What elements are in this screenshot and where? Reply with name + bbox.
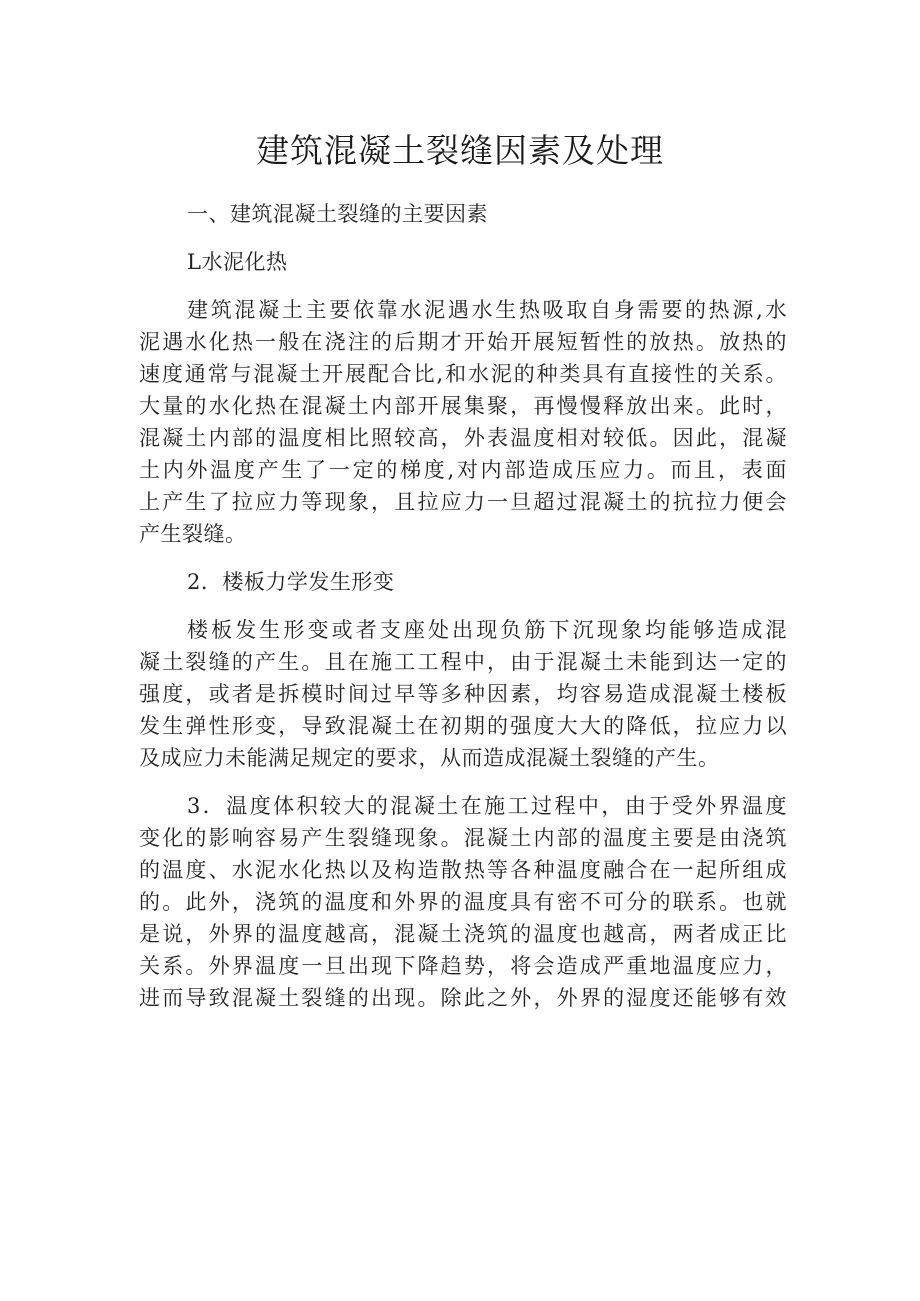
paragraph-line: 进而导致混凝土裂缝的出现。除此之外，外界的湿度还能够有效: [139, 986, 787, 1010]
paragraph-line: 楼板发生形变或者支座处出现负筋下沉现象均能够造成混: [187, 618, 787, 642]
section-heading: 一、建筑混凝土裂缝的主要因素: [187, 202, 488, 226]
paragraph: [139, 294, 787, 550]
paragraph-line: 速度通常与混凝土开展配合比,和水泥的种类具有直接性的关系。: [139, 362, 787, 386]
paragraph-line: 混凝土内部的温度相比照较高，外表温度相对较低。因此，混凝: [139, 426, 787, 450]
subsection-heading: L水泥化热: [187, 250, 288, 274]
paragraph-line: 建筑混凝土主要依靠水泥遇水生热吸取自身需要的热源,水: [187, 298, 787, 322]
paragraph-line: 及成应力未能满足规定的要求，从而造成混凝土裂缝的产生。: [139, 746, 720, 770]
subsection-heading: 2．楼板力学发生形变: [187, 570, 395, 594]
paragraph-line: 变化的影响容易产生裂缝现象。混凝土内部的温度主要是由浇筑: [139, 826, 787, 850]
paragraph-line: 强度，或者是拆模时间过早等多种因素，均容易造成混凝土楼板: [139, 682, 787, 706]
paragraph-line: 凝土裂缝的产生。且在施工工程中，由于混凝土未能到达一定的: [139, 650, 787, 674]
paragraph-line: 大量的水化热在混凝土内部开展集聚，再慢慢释放出来。此时，: [139, 394, 787, 418]
paragraph-line: 的温度、水泥水化热以及构造散热等各种温度融合在一起所组成: [139, 858, 787, 882]
paragraph-line: 的。此外，浇筑的温度和外界的温度具有密不可分的联系。也就: [139, 890, 787, 914]
paragraph: [139, 614, 787, 774]
paragraph-line: 是说，外界的温度越高，混凝土浇筑的温度也越高，两者成正比: [139, 922, 787, 946]
paragraph-line: 土内外温度产生了一定的梯度,对内部造成压应力。而且，表面: [139, 458, 787, 482]
document-body: [139, 198, 787, 1030]
paragraph-line: 产生裂缝。: [139, 522, 247, 546]
paragraph-line: 上产生了拉应力等现象，且拉应力一旦超过混凝土的抗拉力便会: [139, 490, 787, 514]
paragraph-line: 发生弹性形变，导致混凝土在初期的强度大大的降低，拉应力以: [139, 714, 787, 738]
paragraph-line: 3．温度体积较大的混凝土在施工过程中，由于受外界温度: [187, 794, 787, 818]
paragraph-line: 关系。外界温度一旦出现下降趋势，将会造成严重地温度应力，: [139, 954, 787, 978]
page-title: 建筑混凝土裂缝因素及处理: [256, 131, 664, 170]
paragraph-line: 泥遇水化热一般在浇注的后期才开始开展短暂性的放热。放热的: [139, 330, 787, 354]
paragraph: [139, 790, 787, 1014]
